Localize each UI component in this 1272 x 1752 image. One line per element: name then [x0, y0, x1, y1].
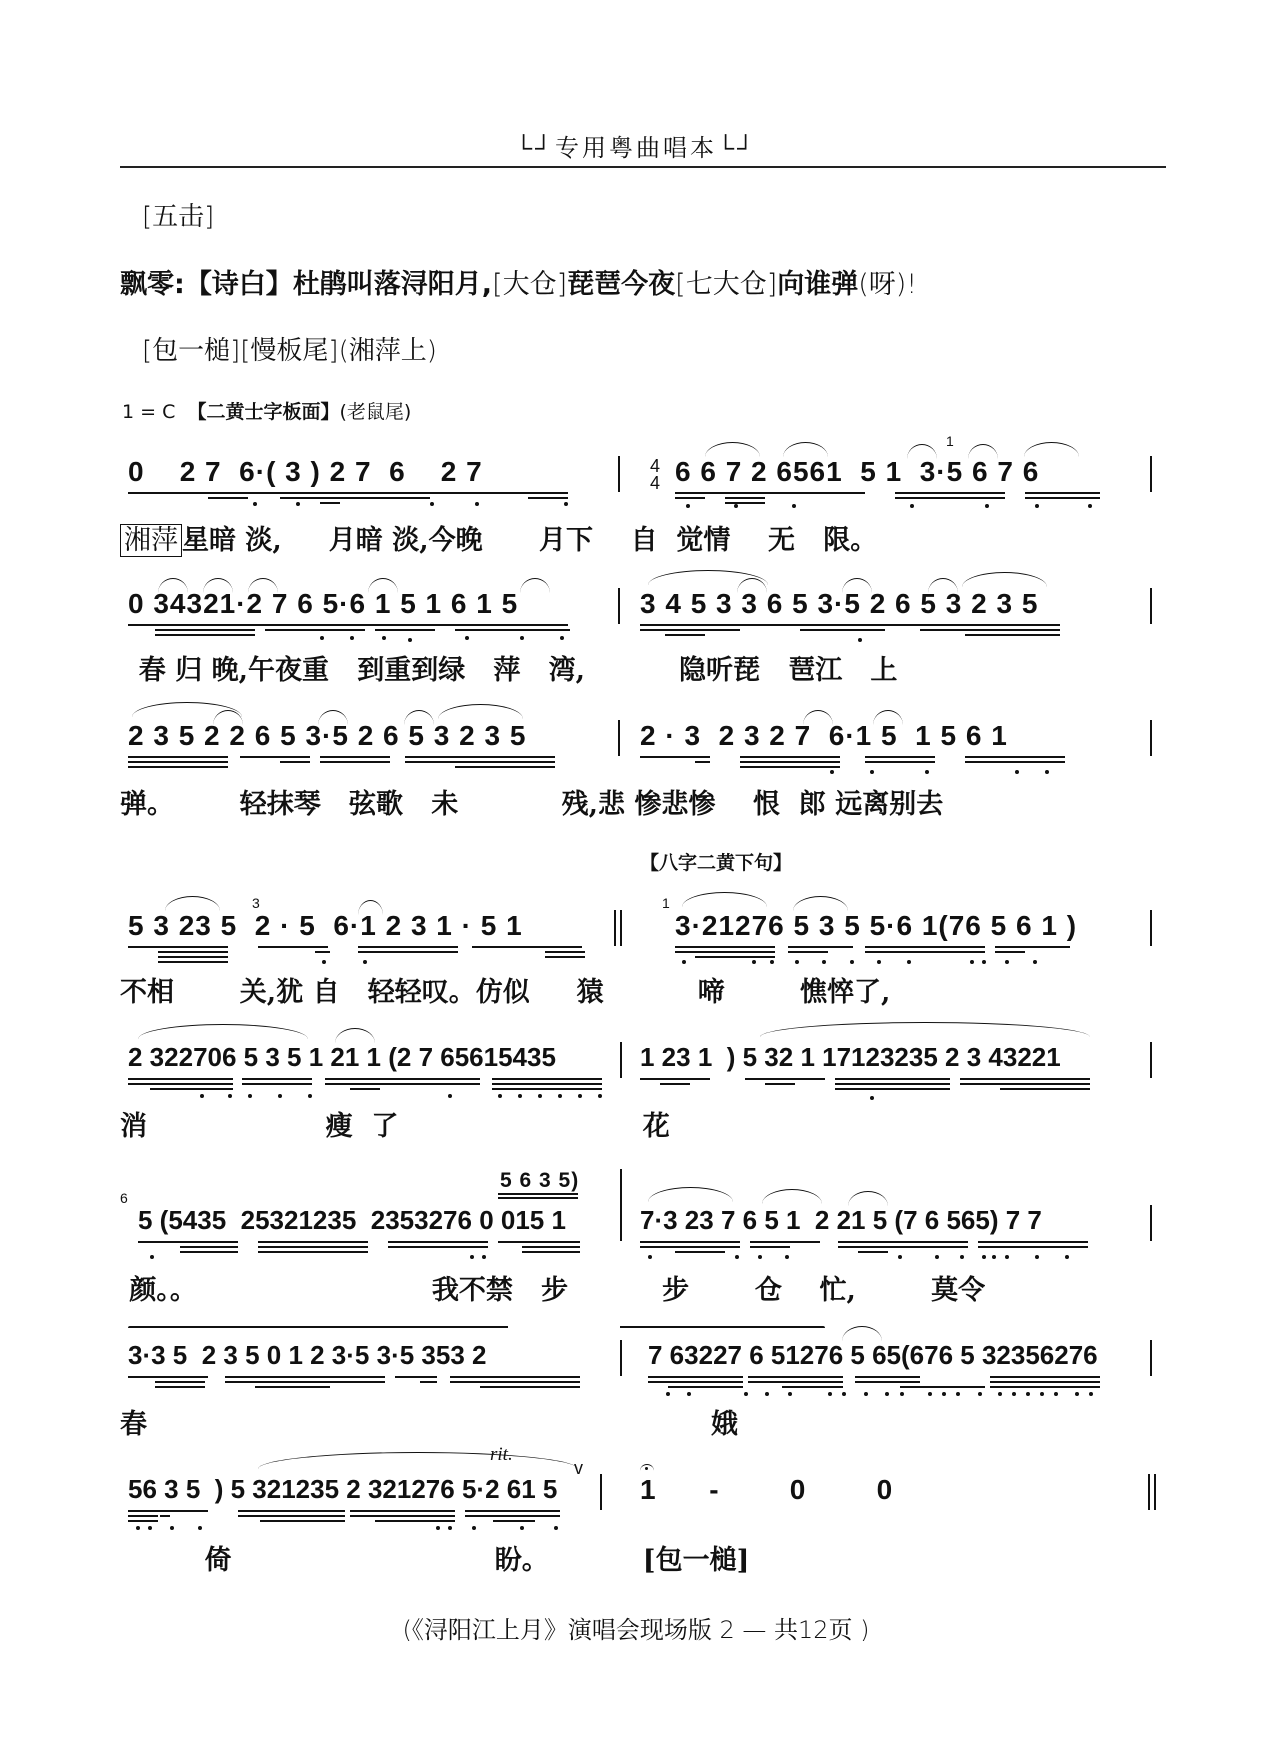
barline	[600, 1474, 602, 1510]
double-barline	[614, 910, 622, 946]
double-barline	[1148, 1474, 1156, 1510]
lyrics-row-4: 不相 关,犹 自 轻轻叹。仿似 猿 啼 憔悴了,	[120, 977, 891, 1008]
grace-note: 6	[120, 1190, 128, 1206]
notes-measure: 2 322706 5 3 5 1 21 1 (2 7 65615435	[128, 1042, 556, 1072]
key-signature: 1 = C	[122, 401, 176, 423]
key-signature-line	[122, 397, 411, 424]
barline	[618, 720, 620, 756]
barline	[1150, 1340, 1152, 1376]
recitation-tag: 【诗白】	[184, 269, 293, 300]
header-divider	[120, 166, 1166, 168]
barline	[1150, 910, 1152, 946]
recitation-text-3: 向谁弹	[777, 269, 859, 300]
score-row-6	[120, 1169, 1150, 1255]
score-row-3	[120, 720, 1150, 770]
percussion-cue-wuji: [五击]	[142, 202, 215, 232]
barline	[620, 1169, 622, 1241]
percussion-dacang: [大仓]	[492, 269, 568, 300]
barline	[1150, 588, 1152, 624]
barline	[620, 1340, 622, 1376]
lyrics-text: 星暗 淡, 月暗 淡,今晚 月下 自 觉情 无 限。	[182, 525, 878, 556]
recitation-text-2: 琵琶今夜	[567, 269, 676, 300]
notes-measure: 0 34321·2 7 6 5·6 1 5 1 6 1 5	[128, 588, 519, 619]
recitation-text-1: 杜鹃叫落浔阳月,	[292, 269, 493, 300]
notes-measure: 5 3 23 5 2 · 5 6·1 2 3 1 · 5 1	[128, 910, 523, 941]
notes-measure: 5 (5435 25321235 2353276 0 015 1	[138, 1205, 566, 1235]
recitation-tail: (呀)!	[858, 269, 918, 300]
notes-measure: 3 4 5 3 3 6 5 3·5 2 6 5 3 2 3 5	[640, 588, 1039, 619]
lyrics-row-3: 弹。 轻抹琴 弦歌 未 残,悲 惨悲惨 恨 郎 远离别去	[120, 789, 944, 820]
barline	[618, 588, 620, 624]
score-row-8	[120, 1444, 1150, 1524]
notes-measure: 6 6 7 2 6561 5 1 3·5 6 7 6	[675, 456, 1040, 487]
lyrics-row-2: 春 归 晚,午夜重 到重到绿 萍 湾, 隐听琵 琶江 上	[120, 655, 898, 686]
lyrics-row-7: 春 娥	[120, 1409, 738, 1440]
notes-measure: 7·3 23 7 6 5 1 2 21 5 (7 6 565) 7 7	[640, 1205, 1042, 1235]
page-footer: (《浔阳江上月》演唱会现场版 2 — 共12页 )	[402, 1616, 870, 1644]
ritardando-mark: rit.	[490, 1444, 513, 1465]
tune-note: (老鼠尾)	[339, 401, 412, 423]
barline	[620, 1042, 622, 1078]
score-row-7	[120, 1340, 1150, 1390]
lyrics-row-1	[120, 518, 1160, 554]
notes-measure: 1 23 1 ) 5 32 1 17123235 2 3 43221	[640, 1042, 1061, 1072]
barline	[1150, 456, 1152, 492]
alternate-notes: 5 6 3 5)	[500, 1169, 580, 1192]
percussion-qidacang: [七大仓]	[675, 269, 778, 300]
barline	[1150, 720, 1152, 756]
section-label: 【八字二黄下句】	[640, 852, 793, 874]
lyrics-row-8: 倚 盼。 [包一槌]	[120, 1545, 750, 1576]
notes-measure: 1 - 0 0	[640, 1474, 894, 1505]
grace-note: 1	[946, 433, 954, 449]
notes-measure: 2 · 3 2 3 2 7 6·1 5 1 5 6 1	[640, 720, 1008, 751]
notes-measure: 2 3 5 2 2 6 5 3·5 2 6 5 3 2 3 5	[128, 720, 527, 751]
barline	[618, 456, 620, 492]
time-signature: 4 4	[649, 456, 660, 493]
page-header-title: └┘专用粤曲唱本└┘	[514, 134, 757, 162]
score-row-5	[120, 1042, 1150, 1092]
grace-note: 3	[252, 895, 260, 911]
score-row-4	[120, 895, 1150, 960]
score-row-1	[120, 433, 1150, 506]
notes-measure: 56 3 5 ) 5 321235 2 321276 5·2 61 5	[128, 1474, 558, 1504]
percussion-cue-line: [包一槌][慢板尾](湘萍上)	[142, 336, 437, 366]
grace-note: 1	[662, 895, 670, 911]
speaker-name: 飘零:	[120, 269, 185, 300]
notes-measure: 3·21276 5 3 5 5·6 1(76 5 6 1 )	[675, 910, 1078, 941]
recitation-line	[120, 262, 917, 301]
barline	[1150, 1205, 1152, 1241]
tune-name: 【二黄士字板面】	[187, 401, 340, 423]
barline	[1150, 1042, 1152, 1078]
notes-measure: 7 63227 6 51276 5 65(676 5 32356276	[648, 1340, 1098, 1370]
notes-measure: 0 2 7 6·( 3 ) 2 7 6 2 7	[128, 456, 483, 487]
role-name-box: 湘萍	[120, 524, 182, 557]
lyrics-row-5: 消 瘦 了 花	[120, 1111, 670, 1142]
score-row-2	[120, 588, 1150, 638]
breath-mark: v	[574, 1458, 584, 1478]
lyrics-row-6: 颜。。 我不禁 步 步 仓 忙, 莫令	[120, 1275, 986, 1306]
notes-measure: 3·3 5 2 3 5 0 1 2 3·5 3·5 353 2	[128, 1340, 487, 1370]
